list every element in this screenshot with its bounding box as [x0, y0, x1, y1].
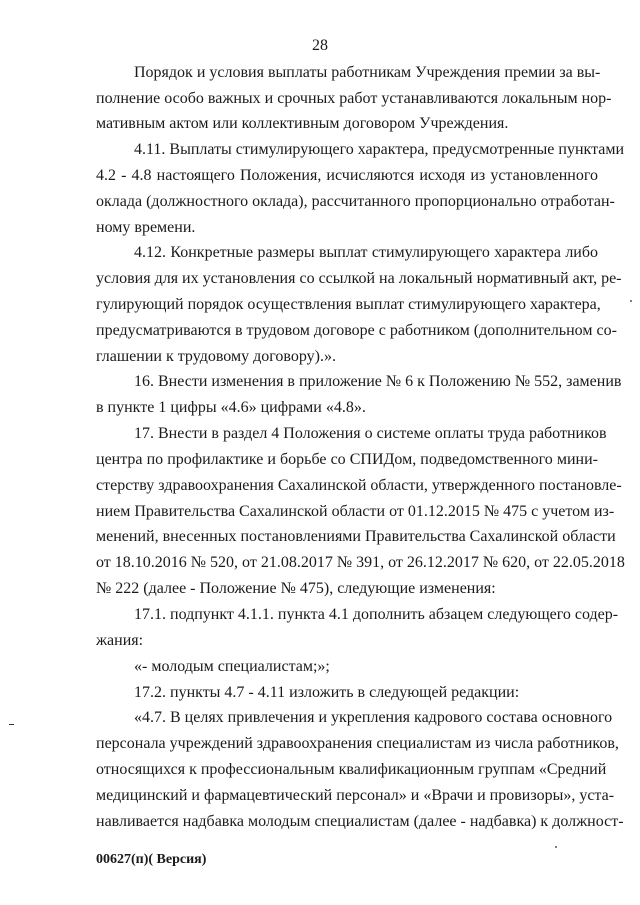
text-line: от 18.10.2016 № 520, от 21.08.2017 № 391, от 26.12.2017 № 620, от 22.05.2018	[96, 554, 625, 571]
page-number: 28	[312, 37, 328, 54]
text-line: навливается надбавка молодым специалистам (далее - надбавка) к должност-	[96, 813, 624, 830]
text-line: 17. Внести в раздел 4 Положения о системе оплаты труда работников	[134, 425, 607, 442]
text-line: 4.11. Выплаты стимулирующего характера, предусмотренные пунктами	[134, 141, 625, 158]
text-line: в пункте 1 цифры «4.6» цифрами «4.8».	[96, 399, 366, 416]
margin-scan-mark	[9, 724, 14, 725]
text-line: мативным актом или коллективным договором Учреждения.	[96, 115, 509, 132]
scan-speck	[630, 300, 632, 302]
text-line: оклада (должностного оклада), рассчитанного пропорционально отработан-	[96, 193, 615, 210]
text-line: 17.2. пункты 4.7 - 4.11 изложить в следующей редакции:	[134, 684, 520, 701]
text-line: нием Правительства Сахалинской области от 01.12.2015 № 475 с учетом из-	[96, 503, 615, 520]
text-line: медицинский и фармацевтический персонал» и «Врачи и провизоры», уста-	[96, 787, 615, 804]
text-line: 4.12. Конкретные размеры выплат стимулирующего характера либо	[134, 244, 598, 261]
text-line: Порядок и условия выплаты работникам Учреждения премии за вы-	[134, 64, 601, 81]
text-line: центра по профилактике и борьбе со СПИДом, подведомственного мини-	[96, 451, 598, 468]
text-line: персонала учреждений здравоохранения специалистам из числа работников,	[96, 735, 619, 752]
scan-speck	[555, 846, 557, 848]
text-line: жания:	[96, 632, 144, 649]
text-line: «- молодым специалистам;»;	[134, 658, 330, 675]
document-version-footer: 00627(п)( Версия)	[96, 852, 207, 867]
text-line: условия для их установления со ссылкой на локальный нормативный акт, ре-	[96, 270, 622, 287]
text-line: стерству здравоохранения Сахалинской области, утвержденного постановле-	[96, 477, 622, 494]
text-line: 4.2 - 4.8 настоящего Положения, исчисляются исходя из установленного	[96, 167, 598, 184]
text-line: № 222 (далее - Положение № 475), следующие изменения:	[96, 580, 496, 597]
text-line: относящихся к профессиональным квалификационным группам «Средний	[96, 761, 607, 778]
text-line: глашении к трудовому договору).».	[96, 348, 336, 365]
text-line: 16. Внести изменения в приложение № 6 к Положению № 552, заменив	[134, 373, 622, 390]
text-line: полнение особо важных и срочных работ устанавливаются локальным нор-	[96, 90, 612, 107]
text-line: менений, внесенных постановлениями Правительства Сахалинской области	[96, 528, 616, 545]
text-line: «4.7. В целях привлечения и укрепления кадрового состава основного	[134, 709, 613, 726]
text-line: гулирующий порядок осуществления выплат стимулирующего характера,	[96, 296, 601, 313]
text-line: ному времени.	[96, 219, 196, 236]
text-line: предусматриваются в трудовом договоре с работником (дополнительном со-	[96, 322, 617, 339]
text-line: 17.1. подпункт 4.1.1. пункта 4.1 дополнить абзацем следующего содер-	[134, 606, 619, 623]
